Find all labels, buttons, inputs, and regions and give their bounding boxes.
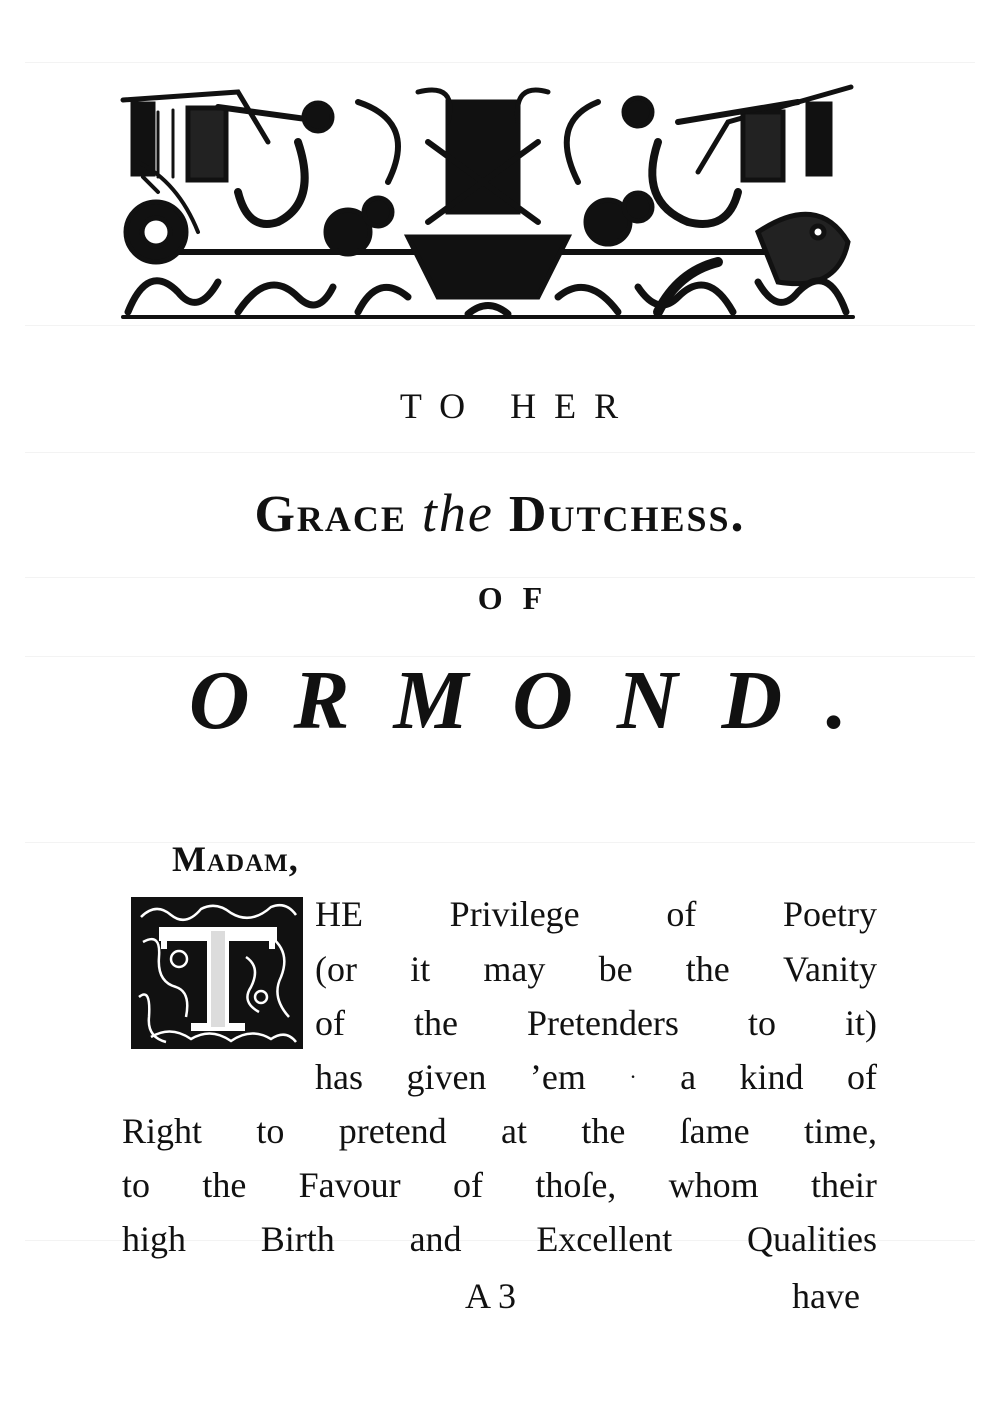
word: be	[598, 949, 633, 989]
body-line-7	[122, 1218, 877, 1260]
ornament-woodcut-icon	[118, 82, 856, 320]
word: it	[410, 949, 431, 989]
word: thoſe,	[535, 1165, 617, 1205]
scan-line	[25, 452, 975, 453]
word: ·	[629, 1064, 637, 1089]
word: of	[666, 894, 697, 934]
word: at	[501, 1111, 527, 1151]
word: of	[452, 1165, 483, 1205]
word: the	[581, 1111, 626, 1151]
word: the	[685, 949, 730, 989]
word: Excellent	[536, 1219, 673, 1259]
word: Favour	[298, 1165, 401, 1205]
catchword: have	[792, 1276, 860, 1316]
word: (or	[315, 949, 357, 989]
word: the	[202, 1165, 247, 1205]
word: high	[122, 1219, 187, 1259]
word: a	[680, 1057, 697, 1097]
heading-the-italic: the	[421, 483, 494, 543]
word: their	[810, 1165, 877, 1205]
word: of	[315, 1003, 345, 1043]
dropcap-initial	[131, 897, 303, 1049]
heading-ormond: ORMOND.	[188, 654, 892, 747]
body-line-3	[315, 1002, 877, 1044]
signature-mark: A 3	[465, 1276, 517, 1316]
body-line-4	[315, 1056, 877, 1098]
scan-line	[25, 325, 975, 326]
body-line-1	[315, 893, 877, 935]
word: given	[406, 1057, 487, 1097]
word: may	[483, 949, 546, 989]
heading-grace-the-dutchess	[0, 482, 1000, 544]
word: ſame	[679, 1111, 750, 1151]
word: to	[256, 1111, 285, 1151]
word: Poetry	[783, 894, 877, 934]
scan-line	[25, 62, 975, 63]
word: has	[315, 1057, 363, 1097]
heading-grace: Grace	[254, 486, 407, 543]
body-line-6	[122, 1164, 877, 1206]
word: pretend	[338, 1111, 447, 1151]
word: Right	[122, 1111, 203, 1151]
word: of	[847, 1057, 877, 1097]
heading-dutchess: Dutchess.	[508, 486, 746, 543]
heading-of: OF	[477, 580, 563, 616]
word: it)	[844, 1003, 877, 1043]
word: kind	[739, 1057, 804, 1097]
salutation: Madam,	[172, 839, 299, 879]
word: HE	[315, 894, 363, 934]
word: to	[122, 1165, 151, 1205]
scan-line	[25, 577, 975, 578]
headpiece-ornament	[118, 82, 856, 320]
heading-to-her: TO HER	[399, 386, 637, 426]
word: ’em	[529, 1057, 586, 1097]
word: the	[414, 1003, 458, 1043]
dropcap-t-icon	[131, 897, 303, 1049]
word: Qualities	[747, 1219, 877, 1259]
word: to	[747, 1003, 776, 1043]
body-line-5	[122, 1110, 877, 1152]
word: time,	[803, 1111, 877, 1151]
word: whom	[668, 1165, 759, 1205]
word: Vanity	[782, 949, 877, 989]
word: and	[409, 1219, 462, 1259]
word: Birth	[260, 1219, 335, 1259]
word: Pretenders	[526, 1003, 679, 1043]
scan-line	[25, 842, 975, 843]
word: Privilege	[449, 894, 580, 934]
body-line-2	[315, 948, 877, 990]
